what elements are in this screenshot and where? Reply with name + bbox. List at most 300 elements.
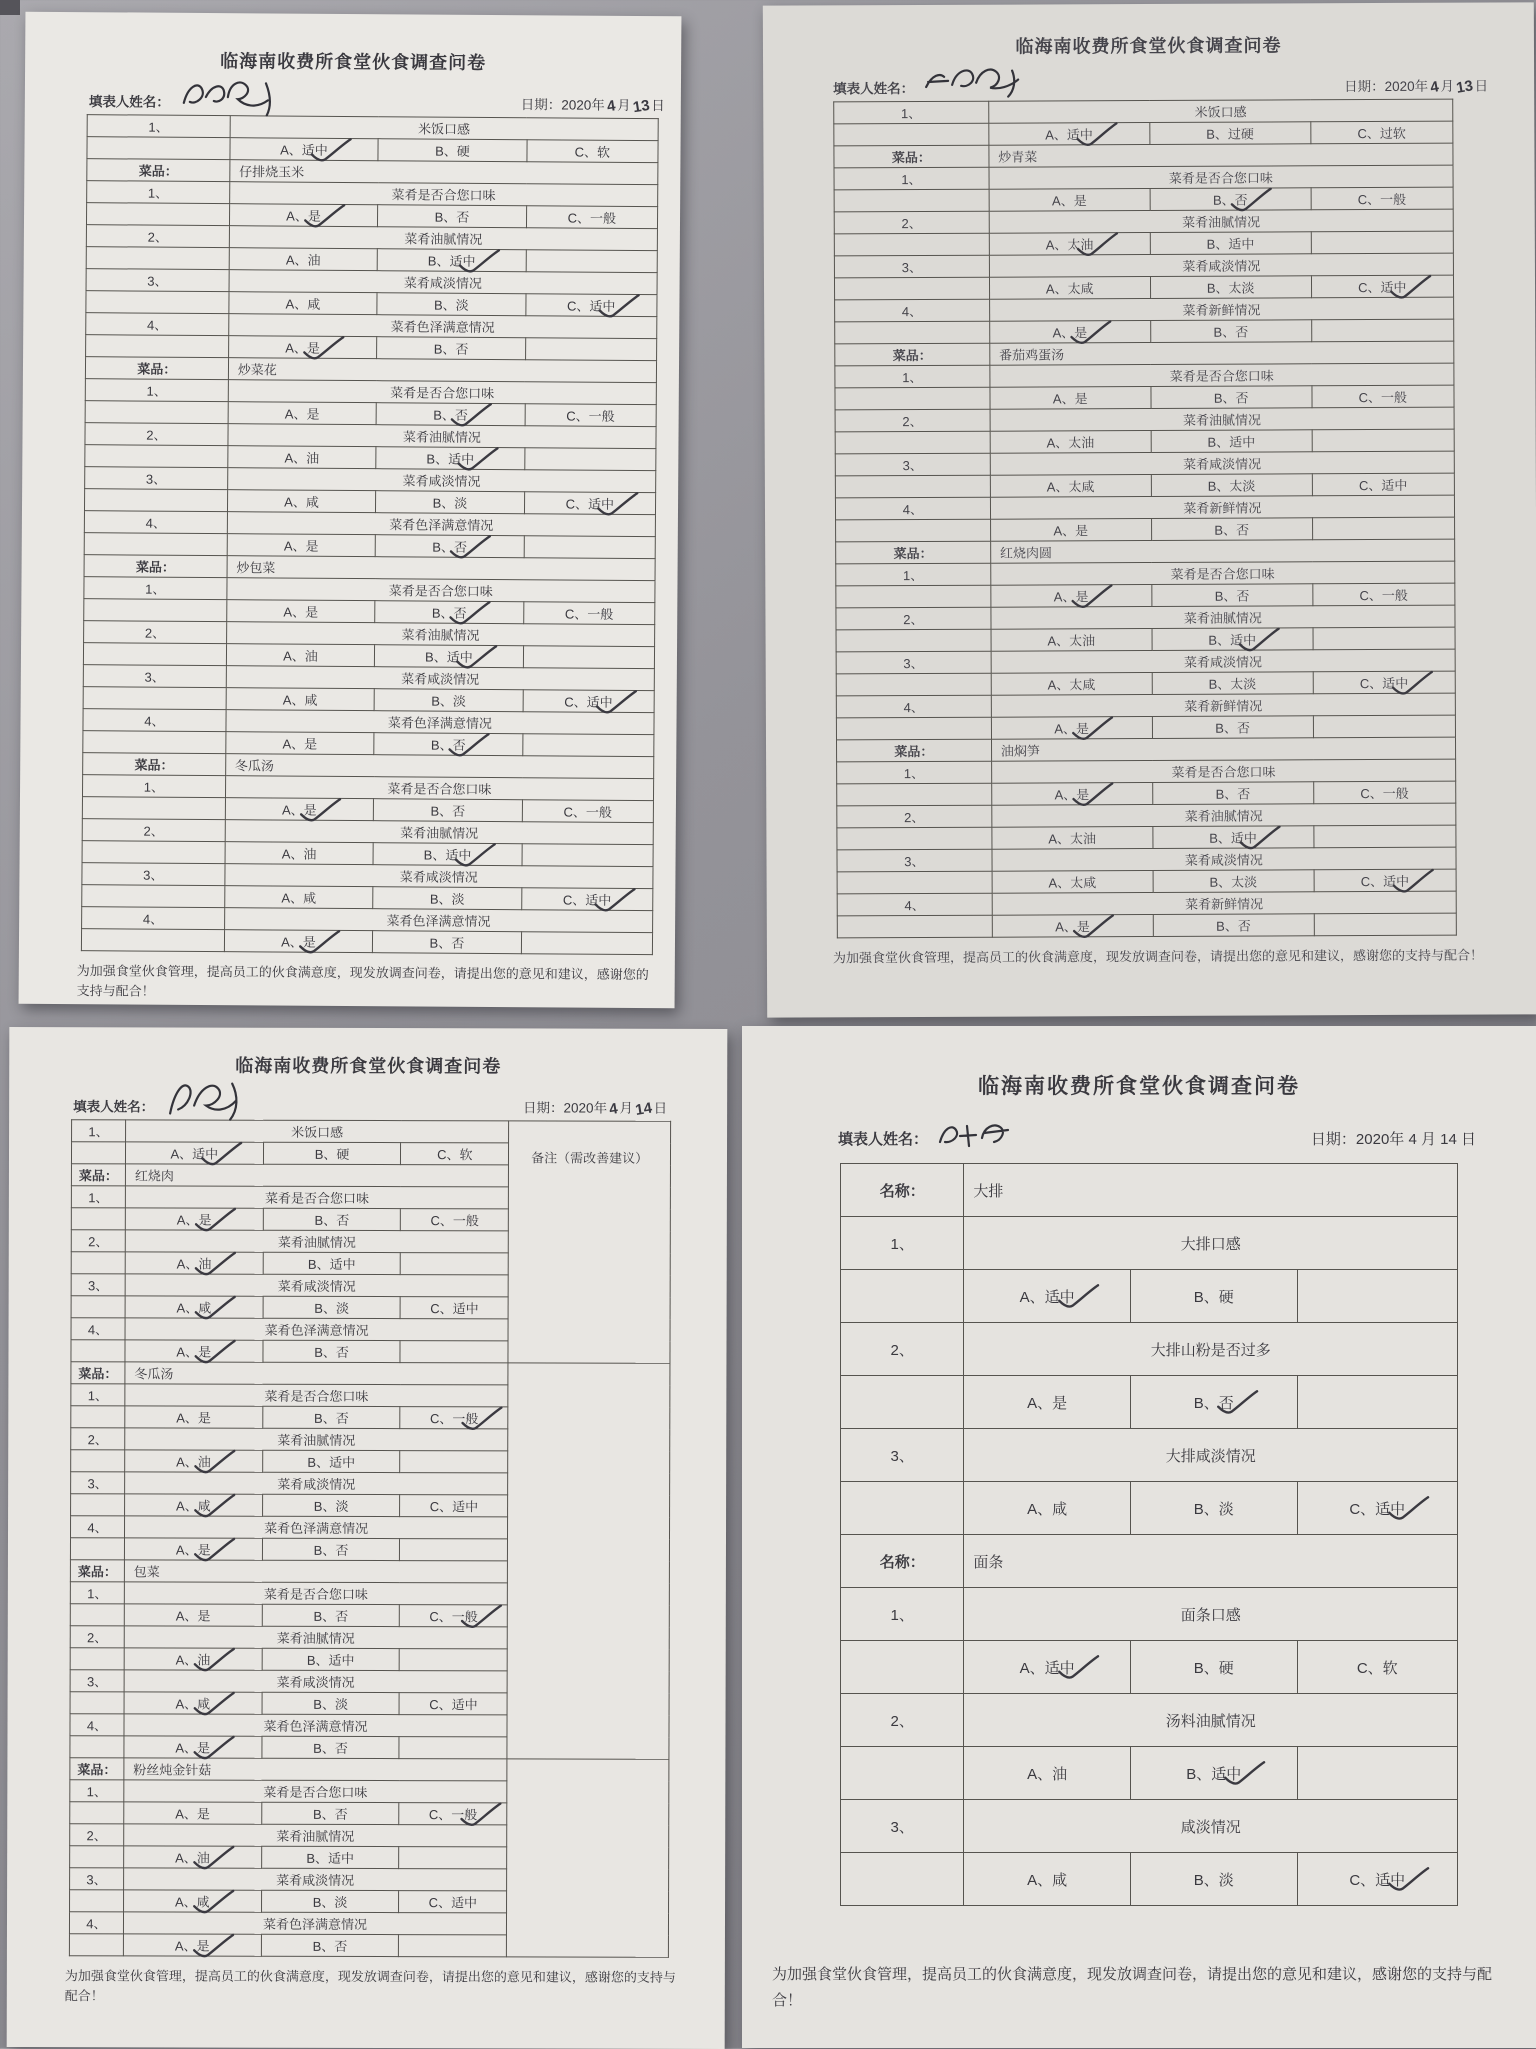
row-number-cell: 4、 xyxy=(836,695,991,718)
question-cell: 菜肴油腻情况 xyxy=(125,1428,508,1451)
row-number-cell: 2、 xyxy=(841,1694,964,1747)
row-number-cell: 4、 xyxy=(71,1318,125,1340)
question-cell: 菜肴色泽满意情况 xyxy=(226,710,654,735)
option-cell xyxy=(991,628,1152,651)
option-cell xyxy=(523,690,654,713)
row-number-cell xyxy=(70,1692,124,1714)
question-cell: 菜肴色泽满意情况 xyxy=(224,908,652,933)
question-cell: 菜肴油腻情况 xyxy=(991,605,1455,629)
option-label: B、硬 xyxy=(1193,1288,1234,1306)
handwritten-month: 4 xyxy=(1428,78,1440,97)
row-number-cell: 3、 xyxy=(834,255,989,278)
footer-note: 为加强食堂伙食管理，提高员工的伙食满意度，现发放调查问卷，请提出您的意见和建议，感谢您的支持与配合！ xyxy=(64,1968,676,2004)
empty-cell xyxy=(1314,825,1456,848)
empty-cell xyxy=(1311,319,1453,342)
option-cell xyxy=(1297,1853,1457,1906)
option-label: C、软 xyxy=(1356,1659,1398,1677)
row-number-cell: 1、 xyxy=(87,181,230,204)
question-cell: 菜肴咸淡情况 xyxy=(229,270,657,295)
table-row xyxy=(834,165,1453,190)
option-cell xyxy=(376,491,525,514)
option-cell xyxy=(1312,385,1454,408)
row-number-cell xyxy=(71,1340,125,1362)
option-cell xyxy=(263,1340,401,1362)
form-title: 临海南收费所食堂伙食调查问卷 xyxy=(235,1055,502,1077)
dish-label-cell: 菜品： xyxy=(71,1362,125,1384)
question-cell: 大排咸淡情况 xyxy=(964,1429,1458,1482)
table-row xyxy=(841,1694,1458,1747)
table-row xyxy=(836,517,1455,542)
option-label: A、是 xyxy=(1055,784,1090,803)
option-cell xyxy=(1152,782,1313,805)
option-label: A、咸 xyxy=(176,1496,211,1515)
option-label: C、适中 xyxy=(429,1697,478,1713)
option-cell xyxy=(1152,584,1313,607)
empty-cell xyxy=(399,1935,507,1957)
option-cell xyxy=(991,782,1152,805)
option-label: B、否 xyxy=(1215,786,1251,802)
dish-name-cell: 油焖笋 xyxy=(991,737,1455,761)
question-cell: 咸淡情况 xyxy=(964,1800,1458,1853)
question-cell: 菜肴是否合您口味 xyxy=(228,380,656,405)
option-cell xyxy=(400,1495,508,1517)
option-cell xyxy=(1312,583,1454,606)
option-cell xyxy=(125,1340,263,1362)
row-number-cell: 1、 xyxy=(70,1582,124,1604)
question-cell: 菜肴油腻情况 xyxy=(225,820,653,845)
question-cell: 大排山粉是否过多 xyxy=(964,1323,1458,1376)
row-number-cell: 2、 xyxy=(70,1626,124,1648)
option-cell xyxy=(124,1802,262,1824)
row-number-cell xyxy=(835,321,990,344)
option-label: C、一般 xyxy=(429,1804,477,1823)
option-label: B、否 xyxy=(1215,720,1250,736)
footer-note: 为加强食堂伙食管理，提高员工的伙食满意度，现发放调查问卷，请提出您的意见和建议，感谢您的支持与配合！ xyxy=(832,947,1483,966)
option-label: B、否 xyxy=(1214,588,1250,604)
dish-label-cell: 名称： xyxy=(841,1535,964,1588)
option-label: A、太咸 xyxy=(1045,281,1094,297)
option-label: C、适中 xyxy=(563,889,612,908)
option-cell xyxy=(125,1252,263,1274)
question-cell: 菜肴咸淡情况 xyxy=(227,468,655,493)
date-field xyxy=(520,93,665,117)
option-label: B、否 xyxy=(314,1410,349,1426)
checkmark-icon xyxy=(1215,1388,1261,1418)
row-number-cell xyxy=(841,1270,964,1323)
option-cell xyxy=(1152,716,1313,739)
option-label: C、一般 xyxy=(430,1408,478,1427)
option-cell xyxy=(989,320,1150,343)
option-cell xyxy=(377,293,526,316)
table-row xyxy=(841,1853,1458,1906)
table-row xyxy=(841,1588,1458,1641)
dish-label-cell: 菜品： xyxy=(84,555,227,578)
empty-cell xyxy=(522,844,653,867)
row-number-cell xyxy=(71,1142,125,1164)
option-label: C、一般 xyxy=(564,606,614,622)
row-number-cell xyxy=(70,1802,124,1824)
table-row xyxy=(836,649,1455,674)
row-number-cell: 3、 xyxy=(837,849,992,872)
row-number-cell: 2、 xyxy=(86,225,229,248)
form-title: 临海南收费所食堂伙食调查问卷 xyxy=(220,51,487,73)
option-label: B、淡 xyxy=(1193,1500,1234,1518)
option-label: B、适中 xyxy=(424,845,472,864)
row-number-cell xyxy=(834,189,989,212)
table-row xyxy=(837,825,1456,850)
empty-cell xyxy=(1314,913,1456,936)
option-cell xyxy=(261,1802,399,1824)
option-label: A、咸 xyxy=(282,692,318,708)
option-cell xyxy=(990,386,1151,409)
option-label: A、油 xyxy=(177,1254,212,1273)
dish-label-cell: 菜品： xyxy=(71,1164,125,1186)
option-label: B、过硬 xyxy=(1206,126,1254,142)
date-text: 2020年 xyxy=(1384,78,1429,94)
row-number-cell xyxy=(86,335,229,358)
option-cell xyxy=(124,1736,262,1758)
option-label: B、淡 xyxy=(433,297,469,313)
question-cell: 菜肴新鲜情况 xyxy=(989,297,1453,321)
empty-cell xyxy=(1297,1747,1457,1800)
checkmark-icon xyxy=(1386,1494,1432,1524)
option-cell xyxy=(263,1252,401,1274)
option-cell xyxy=(1313,671,1455,694)
row-number-cell: 2、 xyxy=(841,1323,964,1376)
option-cell xyxy=(373,887,522,910)
date-text: 日 xyxy=(1474,78,1489,94)
option-label: A、是 xyxy=(176,1410,211,1426)
row-number-cell: 4、 xyxy=(69,1912,123,1934)
option-label: A、是 xyxy=(285,338,320,357)
option-cell xyxy=(1150,276,1311,299)
row-number-cell xyxy=(841,1853,964,1906)
table-row xyxy=(841,1164,1458,1217)
filler-name-label: 填表人姓名： xyxy=(833,81,915,97)
dish-name-cell: 炒包菜 xyxy=(227,556,655,581)
option-cell xyxy=(1310,121,1452,144)
table-row xyxy=(841,1641,1458,1694)
option-cell xyxy=(124,1604,262,1626)
survey-table xyxy=(840,1163,1458,1906)
questionnaire-form-top-left xyxy=(19,12,682,1009)
row-number-cell xyxy=(836,519,991,542)
option-cell xyxy=(373,931,522,954)
row-number-cell: 1、 xyxy=(837,761,992,784)
row-number-cell xyxy=(82,841,225,864)
question-cell: 菜肴是否合您口味 xyxy=(229,182,657,207)
option-cell xyxy=(401,1297,509,1319)
option-label: A、适中 xyxy=(1020,1657,1075,1678)
option-cell xyxy=(1297,1482,1457,1535)
dish-name-cell: 冬瓜汤 xyxy=(125,1362,508,1385)
empty-cell xyxy=(399,1847,507,1869)
question-cell: 菜肴新鲜情况 xyxy=(992,891,1456,915)
row-number-cell: 2、 xyxy=(837,805,992,828)
date-field xyxy=(1311,1128,1476,1149)
date-text: 日 xyxy=(653,1100,668,1116)
questionnaire-form-bottom-left xyxy=(7,1027,728,2049)
checkmark-icon xyxy=(1056,1653,1102,1683)
row-number-cell: 2、 xyxy=(71,1428,125,1450)
table-row xyxy=(71,1362,670,1386)
option-cell xyxy=(228,336,377,359)
question-cell: 菜肴色泽满意情况 xyxy=(124,1516,507,1539)
option-cell xyxy=(1151,518,1312,541)
question-cell: 汤料油腻情况 xyxy=(964,1694,1458,1747)
table-row xyxy=(841,1429,1458,1482)
option-label: C、适中 xyxy=(430,1301,479,1317)
option-label: B、适中 xyxy=(1186,1763,1241,1784)
question-cell: 面条口感 xyxy=(964,1588,1458,1641)
option-label: A、油 xyxy=(285,252,321,268)
row-number-cell xyxy=(83,731,226,754)
empty-cell xyxy=(1312,517,1454,540)
row-number-cell xyxy=(841,1641,964,1694)
dish-name-cell: 仔排烧玉米 xyxy=(230,160,658,185)
option-label: B、适中 xyxy=(1206,236,1255,252)
empty-cell xyxy=(401,1253,509,1275)
option-cell xyxy=(1153,826,1314,849)
table-row xyxy=(70,1758,669,1782)
row-number-cell: 1、 xyxy=(84,577,227,600)
option-label: B、淡 xyxy=(314,1300,350,1316)
empty-cell xyxy=(1313,627,1455,650)
option-cell xyxy=(1312,473,1454,496)
filler-name-field xyxy=(73,1077,260,1115)
form-title: 临海南收费所食堂伙食调查问卷 xyxy=(1015,35,1282,57)
table-row xyxy=(835,407,1454,432)
option-cell xyxy=(400,1605,508,1627)
option-cell xyxy=(125,1296,263,1318)
question-cell: 米饭口感 xyxy=(988,99,1452,123)
handwritten-month: 4 xyxy=(605,97,617,116)
option-label: A、是 xyxy=(1054,586,1089,605)
row-number-cell: 1、 xyxy=(835,365,990,388)
empty-cell xyxy=(522,734,653,757)
option-label: C、适中 xyxy=(428,1895,478,1911)
row-number-cell: 1、 xyxy=(841,1217,964,1270)
option-cell xyxy=(375,645,524,668)
option-cell xyxy=(1151,386,1312,409)
row-number-cell xyxy=(84,599,227,622)
option-cell xyxy=(263,1296,401,1318)
table-row xyxy=(835,473,1454,498)
date-field xyxy=(1344,75,1488,96)
row-number-cell: 2、 xyxy=(836,607,991,630)
option-label: C、适中 xyxy=(1358,277,1406,296)
option-cell xyxy=(125,1208,263,1230)
option-label: B、适中 xyxy=(428,251,476,270)
option-cell xyxy=(1153,870,1314,893)
option-cell xyxy=(526,294,657,317)
option-cell xyxy=(376,447,525,470)
row-number-cell xyxy=(836,673,991,696)
option-cell xyxy=(227,490,376,513)
option-label: C、适中 xyxy=(1360,673,1408,692)
option-label: C、一般 xyxy=(563,804,612,820)
option-label: B、否 xyxy=(1213,390,1249,406)
option-cell xyxy=(989,232,1150,255)
row-number-cell: 4、 xyxy=(835,497,990,520)
table-row xyxy=(834,231,1453,256)
option-cell xyxy=(225,842,374,865)
option-label: B、硬 xyxy=(435,143,470,159)
option-label: A、太咸 xyxy=(1047,677,1096,693)
option-cell xyxy=(225,798,374,821)
option-label: B、否 xyxy=(313,1740,348,1756)
row-number-cell xyxy=(837,783,992,806)
option-label: A、咸 xyxy=(175,1693,210,1712)
option-label: A、是 xyxy=(286,206,321,225)
question-cell: 菜肴色泽满意情况 xyxy=(125,1318,508,1341)
option-cell xyxy=(401,1143,509,1165)
option-label: A、是 xyxy=(175,1806,210,1822)
dish-label-cell: 菜品： xyxy=(85,357,228,380)
empty-cell xyxy=(525,338,656,361)
option-cell xyxy=(228,402,377,425)
row-number-cell xyxy=(71,1494,125,1516)
option-cell xyxy=(1151,430,1312,453)
row-number-cell xyxy=(69,1934,123,1956)
option-label: B、否 xyxy=(1194,1392,1234,1413)
row-number-cell: 1、 xyxy=(85,379,228,402)
filler-name-label: 填表人姓名： xyxy=(838,1131,929,1148)
remark-column-header: 备注（需改善建议） xyxy=(531,1150,649,1166)
option-label: A、是 xyxy=(176,1539,211,1558)
row-number-cell xyxy=(837,827,992,850)
table-row xyxy=(835,319,1454,344)
table-row xyxy=(837,759,1456,784)
option-cell xyxy=(374,689,523,712)
option-cell xyxy=(377,249,526,272)
filler-name-field xyxy=(833,61,1030,98)
option-label: C、一般 xyxy=(1359,587,1408,604)
dish-name-cell: 红烧肉圆 xyxy=(990,539,1454,563)
row-number-cell xyxy=(83,643,226,666)
option-cell xyxy=(261,1934,399,1956)
table-row xyxy=(841,1323,1458,1376)
signature-scribble xyxy=(160,1077,260,1123)
row-number-cell xyxy=(84,489,227,512)
date-text: 2020年 4 月 14 日 xyxy=(1355,1131,1476,1148)
option-cell xyxy=(262,1538,400,1560)
question-cell: 菜肴油腻情况 xyxy=(989,209,1453,233)
option-label: B、太淡 xyxy=(1206,280,1255,296)
dish-name-cell: 红烧肉 xyxy=(125,1164,508,1187)
option-label: C、软 xyxy=(574,144,611,160)
option-label: B、硬 xyxy=(1193,1659,1234,1677)
dish-label-cell: 菜品： xyxy=(87,159,230,182)
option-cell xyxy=(527,140,658,163)
checkmark-icon xyxy=(1386,1865,1432,1895)
row-number-cell: 3、 xyxy=(86,269,229,292)
option-label: A、咸 xyxy=(284,494,319,510)
option-cell xyxy=(525,404,656,427)
table-row xyxy=(834,121,1453,146)
table-row xyxy=(835,363,1454,388)
row-number-cell xyxy=(86,203,229,226)
row-number-cell: 1、 xyxy=(834,167,989,190)
question-cell: 菜肴咸淡情况 xyxy=(990,451,1454,475)
option-cell xyxy=(989,123,1150,146)
option-cell xyxy=(989,189,1150,212)
option-label: C、一般 xyxy=(1358,389,1408,406)
option-label: A、油 xyxy=(283,648,318,664)
survey-table xyxy=(833,99,1457,939)
option-cell xyxy=(964,1482,1131,1535)
row-number-cell xyxy=(82,885,225,908)
table-row xyxy=(837,869,1456,894)
option-cell xyxy=(373,843,522,866)
empty-cell xyxy=(521,932,652,955)
date-text: 月 xyxy=(619,1100,633,1116)
table-row xyxy=(834,209,1453,234)
table-row xyxy=(837,781,1456,806)
option-cell xyxy=(399,1891,507,1913)
option-label: B、适中 xyxy=(1207,434,1256,450)
row-number-cell: 4、 xyxy=(86,313,229,336)
option-cell xyxy=(964,1853,1131,1906)
option-cell xyxy=(224,930,373,953)
option-label: C、适中 xyxy=(1349,1869,1405,1890)
option-cell xyxy=(964,1747,1131,1800)
option-label: A、是 xyxy=(1053,322,1088,341)
option-cell xyxy=(521,888,652,911)
table-row xyxy=(835,429,1454,454)
row-number-cell: 4、 xyxy=(835,299,990,322)
question-cell: 菜肴咸淡情况 xyxy=(125,1472,508,1495)
date-text: 日期： xyxy=(523,1100,564,1116)
question-cell: 米饭口感 xyxy=(125,1120,508,1143)
empty-cell xyxy=(524,536,655,559)
row-number-cell xyxy=(70,1890,124,1912)
option-cell xyxy=(262,1648,400,1670)
option-label: A、油 xyxy=(284,450,320,466)
row-number-cell: 4、 xyxy=(82,907,225,930)
dish-label-cell: 菜品： xyxy=(835,343,990,366)
row-number-cell: 2、 xyxy=(70,1824,124,1846)
row-number-cell: 3、 xyxy=(71,1472,125,1494)
row-number-cell xyxy=(834,233,989,256)
table-row xyxy=(841,1217,1458,1270)
option-label: B、否 xyxy=(313,1542,349,1558)
empty-cell xyxy=(400,1649,508,1671)
option-cell xyxy=(992,870,1153,893)
option-label: A、咸 xyxy=(177,1298,212,1317)
option-label: C、过软 xyxy=(1357,125,1406,142)
photo-corner-shadow xyxy=(0,0,20,15)
option-label: A、适中 xyxy=(170,1143,218,1162)
option-label: B、淡 xyxy=(1193,1871,1234,1889)
dish-name-cell: 冬瓜汤 xyxy=(225,754,653,779)
option-label: B、否 xyxy=(314,1344,349,1360)
question-cell: 菜肴色泽满意情况 xyxy=(227,512,655,537)
question-cell: 菜肴是否合您口味 xyxy=(124,1582,507,1605)
option-label: B、淡 xyxy=(432,495,468,511)
row-number-cell: 2、 xyxy=(835,409,990,432)
option-cell xyxy=(375,535,524,558)
option-label: B、否 xyxy=(431,735,466,754)
question-cell: 菜肴是否合您口味 xyxy=(990,363,1454,387)
row-number-cell: 2、 xyxy=(84,621,227,644)
option-label: A、太咸 xyxy=(1048,875,1097,891)
handwritten-day: 13 xyxy=(631,96,651,117)
row-number-cell: 2、 xyxy=(85,423,228,446)
row-number-cell: 3、 xyxy=(85,467,228,490)
option-label: C、适中 xyxy=(566,494,615,513)
option-label: B、否 xyxy=(432,537,467,556)
